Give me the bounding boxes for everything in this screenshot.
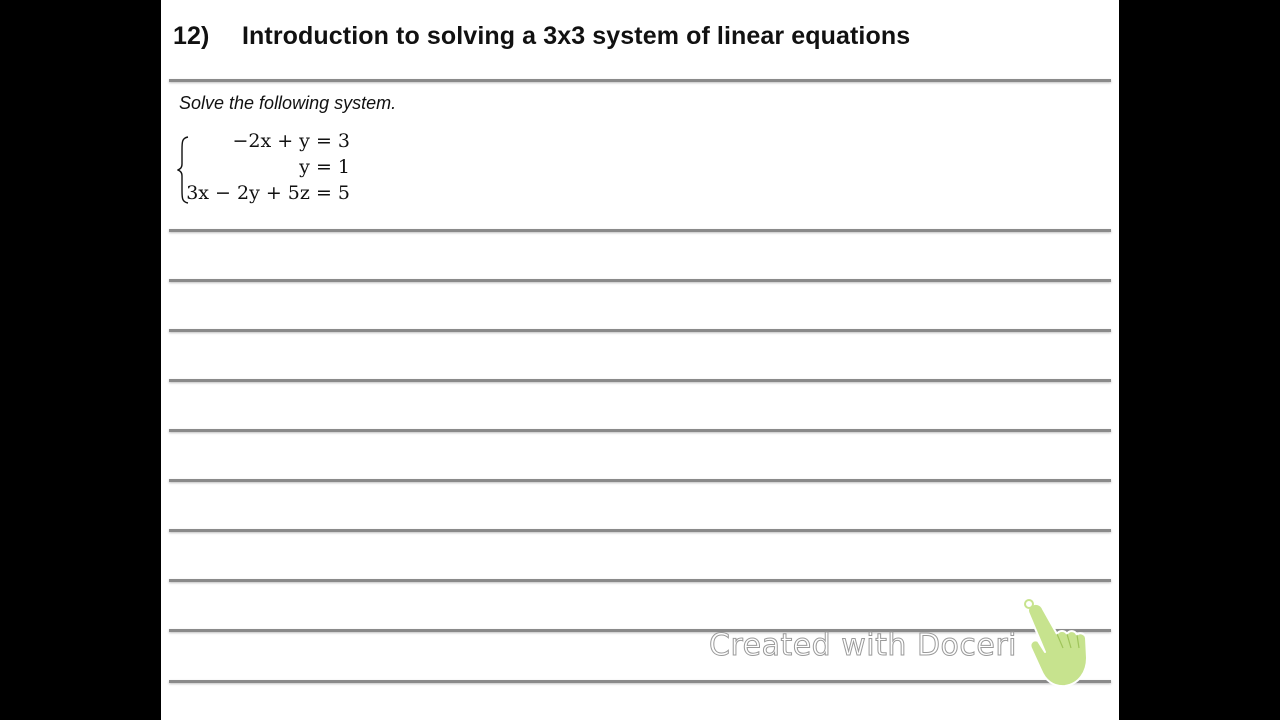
writing-line — [169, 279, 1111, 282]
writing-line — [169, 429, 1111, 432]
writing-line — [169, 229, 1111, 232]
writing-line — [169, 329, 1111, 332]
writing-line — [169, 379, 1111, 382]
writing-line — [169, 680, 1111, 683]
equation-3: 3x − 2y + 5z = 5 — [186, 182, 350, 204]
equation-1: −2x + y = 3 — [232, 130, 350, 152]
doceri-watermark: Created with Doceri — [709, 628, 1018, 663]
worksheet-title — [173, 22, 910, 51]
equation-2: y = 1 — [299, 156, 350, 178]
title-divider — [169, 79, 1111, 82]
pointing-hand-icon — [1021, 598, 1091, 690]
writing-line — [169, 479, 1111, 482]
worksheet-page — [161, 0, 1119, 720]
writing-line — [169, 529, 1111, 532]
problem-title: Introduction to solving a 3x3 system of linear equations — [242, 22, 911, 50]
writing-line — [169, 579, 1111, 582]
problem-number: 12) — [173, 22, 210, 50]
instruction-text: Solve the following system. — [179, 93, 397, 113]
equation-list — [185, 128, 350, 206]
